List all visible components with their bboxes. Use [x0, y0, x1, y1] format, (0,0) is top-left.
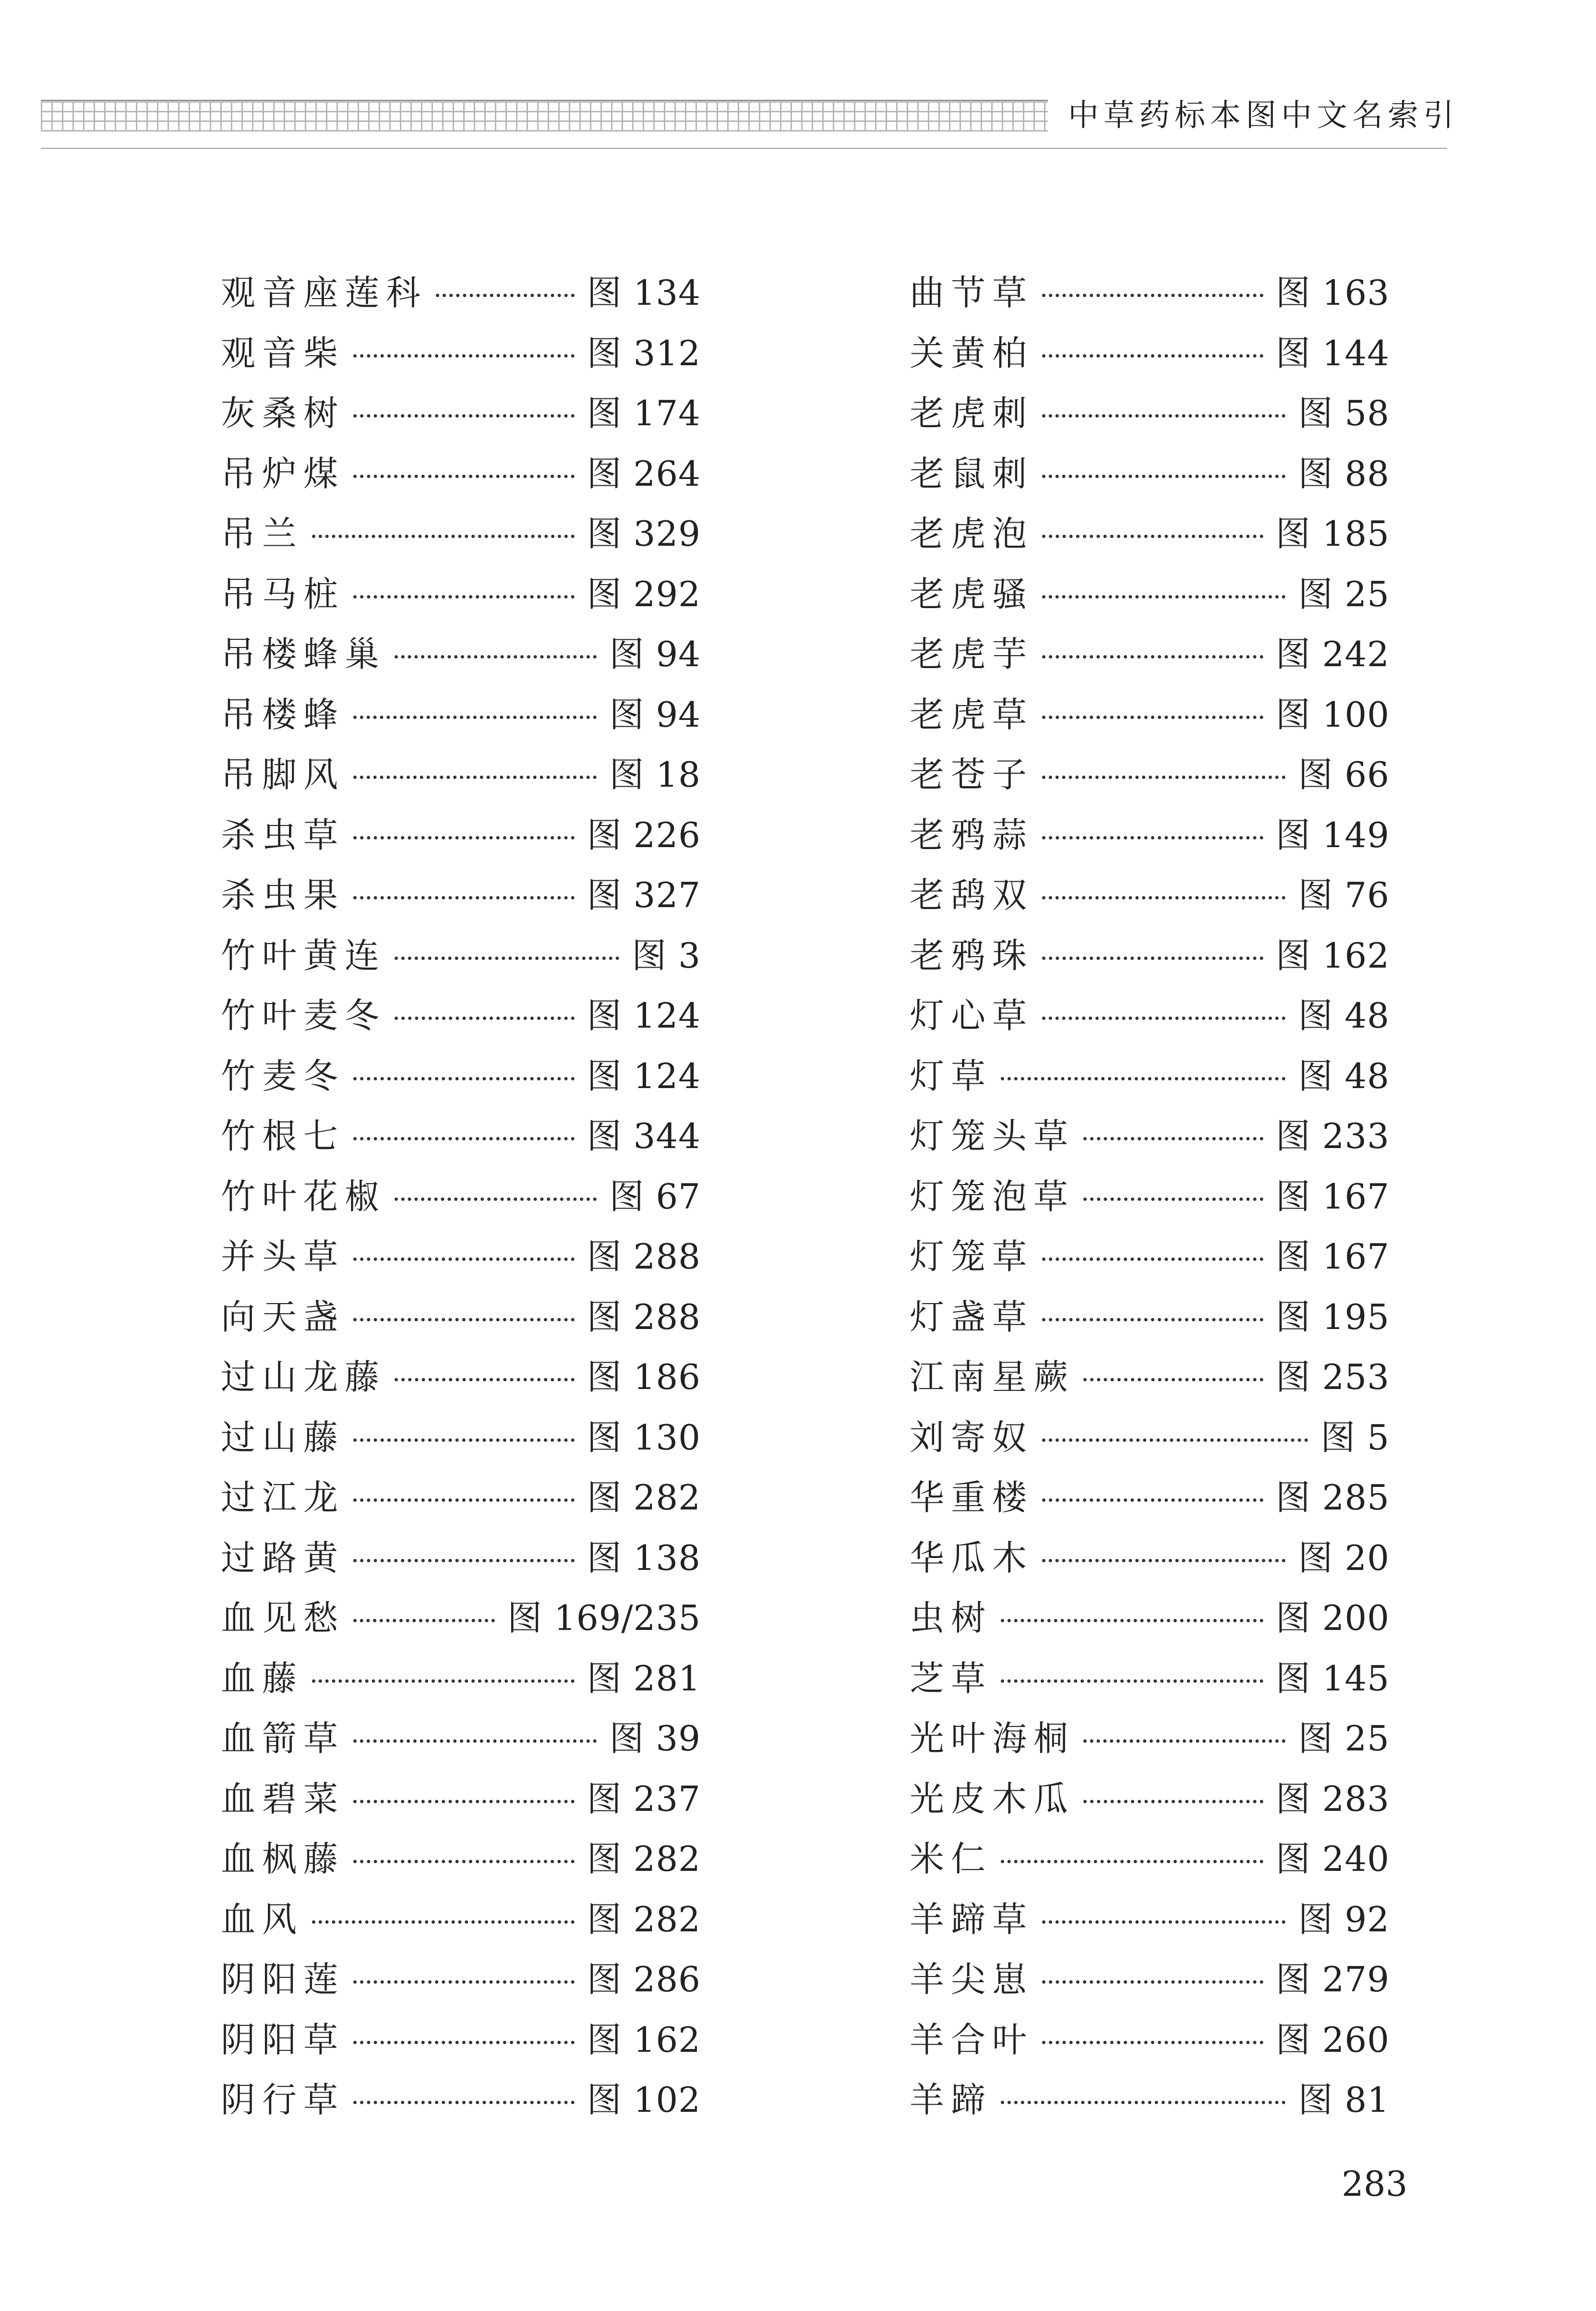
figure-reference: 图 144	[1275, 333, 1390, 373]
dot-leader	[1042, 716, 1263, 719]
figure-reference: 图 48	[1298, 1055, 1390, 1096]
dot-leader	[1042, 1318, 1263, 1321]
index-term: 吊楼蜂巢	[221, 634, 386, 674]
header-rule	[41, 148, 1447, 149]
dot-leader	[1042, 655, 1263, 659]
index-term: 灯草	[910, 1055, 993, 1096]
figure-reference: 图 286	[587, 1959, 701, 2000]
index-term: 血枫藤	[221, 1839, 345, 1879]
index-entry	[910, 1532, 1390, 1592]
index-entry	[221, 688, 701, 749]
figure-reference: 图 327	[587, 875, 701, 915]
figure-reference: 图 162	[1275, 935, 1390, 976]
figure-reference: 图 18	[609, 754, 701, 795]
dot-leader	[1083, 1197, 1263, 1201]
dot-leader	[353, 1860, 575, 1863]
figure-reference: 图 3	[632, 935, 701, 976]
dot-leader	[312, 1920, 575, 1924]
index-entry	[221, 1291, 701, 1351]
index-entry	[910, 1230, 1390, 1291]
index-entry	[221, 2073, 701, 2134]
dot-leader	[1042, 294, 1263, 297]
index-entry	[221, 387, 701, 447]
index-term: 羊尖崽	[910, 1959, 1034, 2000]
index-term: 老鸦珠	[910, 935, 1034, 976]
index-term: 羊合叶	[910, 2019, 1034, 2060]
figure-reference: 图 124	[587, 995, 701, 1036]
index-term: 过路黄	[221, 1537, 345, 1578]
dot-leader	[353, 1559, 575, 1562]
index-term: 灯笼草	[910, 1236, 1034, 1277]
dot-leader	[353, 1498, 575, 1502]
index-entry	[221, 1953, 701, 2013]
index-term: 华瓜木	[910, 1537, 1034, 1578]
running-header-title: 中草药标本图中文名索引	[1068, 98, 1459, 133]
figure-reference: 图 195	[1275, 1296, 1390, 1337]
dot-leader	[1042, 1559, 1285, 1562]
figure-reference: 图 48	[1298, 995, 1390, 1036]
dot-leader	[353, 414, 575, 418]
dot-leader	[1001, 1679, 1263, 1683]
index-term: 过山龙藤	[221, 1357, 386, 1397]
figure-reference: 图 226	[587, 814, 701, 855]
index-term: 老虎泡	[910, 514, 1034, 554]
index-entry	[910, 1351, 1390, 1411]
figure-reference: 图 260	[1275, 2019, 1390, 2060]
index-term: 血碧菜	[221, 1778, 345, 1819]
index-entry	[221, 327, 701, 387]
dot-leader	[395, 1017, 575, 1020]
index-entry	[221, 1110, 701, 1170]
index-entry	[221, 1411, 701, 1472]
dot-leader	[1001, 2101, 1285, 2104]
index-term: 吊楼蜂	[221, 694, 345, 735]
index-entry	[221, 1592, 701, 1652]
dot-leader	[1042, 1498, 1263, 1502]
figure-reference: 图 288	[587, 1296, 701, 1337]
dot-leader	[1042, 535, 1263, 538]
dot-leader	[436, 294, 575, 297]
figure-reference: 图 312	[587, 333, 701, 373]
index-term: 杀虫草	[221, 814, 345, 855]
figure-reference: 图 39	[609, 1718, 701, 1759]
index-term: 吊炉煤	[221, 453, 345, 494]
dot-leader	[395, 655, 597, 659]
figure-reference: 图 174	[587, 393, 701, 433]
dot-leader	[353, 1800, 575, 1803]
index-term: 吊脚风	[221, 754, 345, 795]
figure-reference: 图 200	[1275, 1598, 1390, 1638]
figure-reference: 图 282	[587, 1899, 701, 1940]
index-entry	[910, 809, 1390, 869]
dot-leader	[353, 1739, 597, 1743]
figure-reference: 图 329	[587, 514, 701, 554]
index-entry	[221, 869, 701, 929]
index-term: 向天盏	[221, 1296, 345, 1337]
index-column-left	[221, 266, 701, 2134]
dot-leader	[1042, 354, 1263, 358]
index-term: 血见愁	[221, 1598, 345, 1638]
index-entry	[910, 1291, 1390, 1351]
dot-leader	[312, 1679, 575, 1683]
index-entry	[221, 1712, 701, 1772]
dot-leader	[1042, 2041, 1263, 2044]
index-entry	[221, 929, 701, 990]
index-entry	[910, 387, 1390, 447]
index-term: 并头草	[221, 1236, 345, 1277]
index-term: 灯盏草	[910, 1296, 1034, 1337]
figure-reference: 图 20	[1298, 1537, 1390, 1578]
dot-leader	[353, 1980, 575, 1984]
index-term: 观音座莲科	[221, 273, 428, 313]
figure-reference: 图 237	[587, 1778, 701, 1819]
index-term: 血风	[221, 1899, 304, 1940]
figure-reference: 图 264	[587, 453, 701, 494]
figure-reference: 图 169/235	[507, 1598, 701, 1638]
figure-reference: 图 124	[587, 1055, 701, 1096]
index-term: 杀虫果	[221, 875, 345, 915]
index-entry	[221, 748, 701, 809]
index-entry	[221, 2013, 701, 2074]
index-term: 虫树	[910, 1598, 993, 1638]
index-term: 江南星蕨	[910, 1357, 1075, 1397]
index-entry	[221, 1652, 701, 1712]
figure-reference: 图 58	[1298, 393, 1390, 433]
index-term: 过山藤	[221, 1417, 345, 1458]
index-term: 米仁	[910, 1839, 993, 1879]
figure-reference: 图 185	[1275, 514, 1390, 554]
index-term: 灯笼泡草	[910, 1176, 1075, 1217]
index-term: 竹麦冬	[221, 1055, 345, 1096]
index-entry	[221, 809, 701, 869]
figure-reference: 图 138	[587, 1537, 701, 1578]
dot-leader	[1042, 1257, 1263, 1261]
figure-reference: 图 279	[1275, 1959, 1390, 2000]
dot-leader	[353, 354, 575, 358]
index-entry	[910, 1772, 1390, 1833]
figure-reference: 图 92	[1298, 1899, 1390, 1940]
index-term: 灰桑树	[221, 393, 345, 433]
index-entry	[910, 1592, 1390, 1652]
index-entry	[221, 989, 701, 1050]
index-term: 阴阳草	[221, 2019, 345, 2060]
figure-reference: 图 288	[587, 1236, 701, 1277]
dot-leader	[1083, 1378, 1263, 1381]
dot-leader	[1083, 1800, 1263, 1803]
dot-leader	[312, 535, 575, 538]
figure-reference: 图 240	[1275, 1839, 1390, 1879]
index-entry	[910, 628, 1390, 688]
figure-reference: 图 149	[1275, 814, 1390, 855]
dot-leader	[1042, 475, 1285, 478]
index-term: 老鼠刺	[910, 453, 1034, 494]
figure-reference: 图 282	[587, 1839, 701, 1879]
index-entry	[910, 1712, 1390, 1772]
index-entry	[221, 266, 701, 327]
index-term: 芝草	[910, 1658, 993, 1699]
index-term: 竹叶黄连	[221, 935, 386, 976]
dot-leader	[353, 896, 575, 899]
figure-reference: 图 283	[1275, 1778, 1390, 1819]
index-term: 华重楼	[910, 1477, 1034, 1518]
figure-reference: 图 145	[1275, 1658, 1390, 1699]
index-term: 老虎草	[910, 694, 1034, 735]
header-ornament-band	[41, 102, 1048, 132]
dot-leader	[353, 1438, 575, 1442]
index-entry	[910, 929, 1390, 990]
index-entry	[910, 869, 1390, 929]
index-entry	[910, 688, 1390, 749]
index-term: 光叶海桐	[910, 1718, 1075, 1759]
index-entry	[910, 1652, 1390, 1712]
index-entry	[221, 1772, 701, 1833]
dot-leader	[1042, 1980, 1263, 1984]
index-entry	[910, 1170, 1390, 1231]
index-term: 老鸹双	[910, 875, 1034, 915]
figure-reference: 图 285	[1275, 1477, 1390, 1518]
dot-leader	[353, 836, 575, 839]
index-entry	[910, 1471, 1390, 1532]
dot-leader	[395, 957, 619, 960]
index-entry	[221, 1832, 701, 1893]
figure-reference: 图 102	[587, 2080, 701, 2120]
index-entry	[221, 1351, 701, 1411]
figure-reference: 图 281	[587, 1658, 701, 1699]
dot-leader	[353, 776, 597, 779]
page-number: 283	[1342, 2164, 1408, 2204]
dot-leader	[353, 595, 575, 599]
index-entry	[221, 1170, 701, 1231]
figure-reference: 图 100	[1275, 694, 1390, 735]
dot-leader	[1001, 1619, 1263, 1622]
index-entry	[910, 1893, 1390, 1953]
dot-leader	[1042, 595, 1285, 599]
figure-reference: 图 186	[587, 1357, 701, 1397]
dot-leader	[353, 1619, 495, 1622]
dot-leader	[353, 1318, 575, 1321]
dot-leader	[1083, 1739, 1285, 1743]
figure-reference: 图 282	[587, 1477, 701, 1518]
index-entry	[910, 1411, 1390, 1472]
index-term: 吊马桩	[221, 574, 345, 614]
figure-reference: 图 253	[1275, 1357, 1390, 1397]
figure-reference: 图 66	[1298, 754, 1390, 795]
dot-leader	[353, 716, 597, 719]
dot-leader	[1042, 1438, 1308, 1442]
dot-leader	[353, 2041, 575, 2044]
index-term: 竹叶麦冬	[221, 995, 386, 1036]
dot-leader	[353, 2101, 575, 2104]
index-entry	[910, 2073, 1390, 2134]
index-term: 竹根七	[221, 1116, 345, 1156]
figure-reference: 图 25	[1298, 574, 1390, 614]
index-column-right	[910, 266, 1390, 2134]
index-entry	[910, 507, 1390, 568]
index-term: 灯笼头草	[910, 1116, 1075, 1156]
figure-reference: 图 163	[1275, 273, 1390, 313]
index-term: 血藤	[221, 1658, 304, 1699]
index-term: 羊蹄草	[910, 1899, 1034, 1940]
index-entry	[910, 748, 1390, 809]
index-term: 血箭草	[221, 1718, 345, 1759]
figure-reference: 图 94	[609, 694, 701, 735]
index-entry	[221, 628, 701, 688]
index-term: 阴阳莲	[221, 1959, 345, 2000]
dot-leader	[1001, 1860, 1263, 1863]
index-term: 竹叶花椒	[221, 1176, 386, 1217]
index-term: 老虎芋	[910, 634, 1034, 674]
index-entry	[221, 1230, 701, 1291]
index-term: 光皮木瓜	[910, 1778, 1075, 1819]
index-term: 老鸦蒜	[910, 814, 1034, 855]
index-entry	[910, 266, 1390, 327]
figure-reference: 图 292	[587, 574, 701, 614]
dot-leader	[1042, 957, 1263, 960]
figure-reference: 图 76	[1298, 875, 1390, 915]
index-entry	[910, 327, 1390, 387]
dot-leader	[1042, 896, 1285, 899]
figure-reference: 图 5	[1320, 1417, 1390, 1458]
figure-reference: 图 344	[587, 1116, 701, 1156]
index-term: 老苍子	[910, 754, 1034, 795]
dot-leader	[1042, 836, 1263, 839]
index-term: 曲节草	[910, 273, 1034, 313]
dot-leader	[353, 1137, 575, 1140]
index-term: 羊蹄	[910, 2080, 993, 2120]
figure-reference: 图 94	[609, 634, 701, 674]
figure-reference: 图 167	[1275, 1236, 1390, 1277]
figure-reference: 图 162	[587, 2019, 701, 2060]
index-term: 老虎刺	[910, 393, 1034, 433]
index-entry	[910, 1110, 1390, 1170]
figure-reference: 图 67	[609, 1176, 701, 1217]
index-term: 吊兰	[221, 514, 304, 554]
index-term: 灯心草	[910, 995, 1034, 1036]
figure-reference: 图 134	[587, 273, 701, 313]
dot-leader	[353, 1077, 575, 1080]
index-entry	[910, 1832, 1390, 1893]
index-entry	[221, 1471, 701, 1532]
figure-reference: 图 167	[1275, 1176, 1390, 1217]
dot-leader	[1042, 1017, 1285, 1020]
index-entry	[910, 989, 1390, 1050]
dot-leader	[1042, 1920, 1285, 1924]
figure-reference: 图 81	[1298, 2080, 1390, 2120]
figure-reference: 图 25	[1298, 1718, 1390, 1759]
index-entry	[910, 1953, 1390, 2013]
index-term: 观音柴	[221, 333, 345, 373]
index-entry	[221, 1893, 701, 1953]
index-entry	[221, 568, 701, 628]
figure-reference: 图 242	[1275, 634, 1390, 674]
figure-reference: 图 130	[587, 1417, 701, 1458]
page-header	[0, 0, 1596, 158]
dot-leader	[395, 1197, 597, 1201]
index-term: 刘寄奴	[910, 1417, 1034, 1458]
header-ornament-edge	[41, 100, 1048, 101]
dot-leader	[1001, 1077, 1285, 1080]
index-entry	[910, 1050, 1390, 1110]
index-term: 过江龙	[221, 1477, 345, 1518]
index-term: 阴行草	[221, 2080, 345, 2120]
index-entry	[221, 447, 701, 508]
dot-leader	[353, 475, 575, 478]
dot-leader	[353, 1257, 575, 1261]
figure-reference: 图 233	[1275, 1116, 1390, 1156]
dot-leader	[1042, 776, 1285, 779]
index-term: 关黄柏	[910, 333, 1034, 373]
index-entry	[221, 1050, 701, 1110]
dot-leader	[1042, 414, 1285, 418]
dot-leader	[1083, 1137, 1263, 1140]
index-term: 老虎骚	[910, 574, 1034, 614]
dot-leader	[395, 1378, 575, 1381]
index-entry	[910, 2013, 1390, 2074]
index-entry	[221, 507, 701, 568]
index-entry	[910, 447, 1390, 508]
figure-reference: 图 88	[1298, 453, 1390, 494]
index-entry	[910, 568, 1390, 628]
index-entry	[221, 1532, 701, 1592]
